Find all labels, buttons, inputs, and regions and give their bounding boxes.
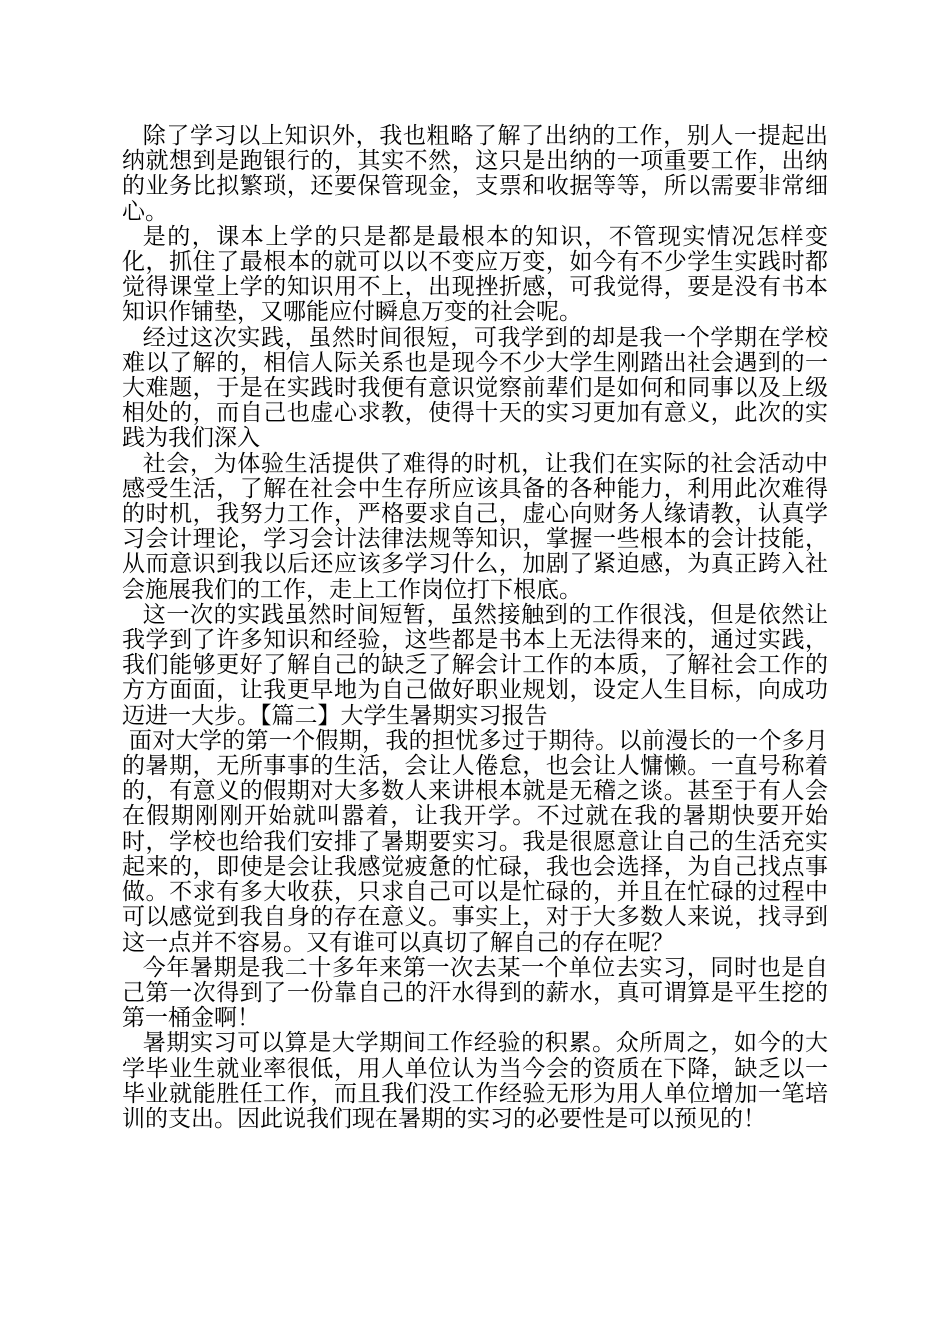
paragraph-practice-summary: 这一次的实践虽然时间短暂，虽然接触到的工作很浅，但是依然让我学到了许多知识和经验，这些都是书本上无法得来的，通过实践，我们能够更好了解自己的缺乏了解会计工作的本质，了解社会工作的方方面面，让我更早地为自己做好职业规划，设定人生目标，向成功迈进一大步。【篇二】大学生暑期实习报告 <box>122 601 828 729</box>
paragraph-first-vacation: 面对大学的第一个假期，我的担忧多过于期待。以前漫长的一个多月的暑期，无所事事的生活，会让人倦怠，也会让人慵懒。一直号称着的，有意义的假期对大多数人来讲根本就是无稽之谈。甚至于有人会在假期刚刚开始就叫嚣着，让我开学。不过就在我的暑期快要开始时，学校也给我们安排了暑期要实习。我是很愿意让自己的生活充实起来的，即使是会让我感觉疲惫的忙碌，我也会选择，为自己找点事做。不求有多大收获，只求自己可以是忙碌的，并且在忙碌的过程中可以感觉到我自身的存在意义。事实上，对于大多数人来说，找寻到这一点并不容易。又有谁可以真切了解自己的存在呢？ <box>122 727 828 956</box>
paragraph-first-salary: 今年暑期是我二十多年来第一次去某一个单位去实习，同时也是自己第一次得到了一份靠自己的汗水得到的薪水，真可谓算是平生挖的第一桶金啊！ <box>122 954 828 1032</box>
paragraph-society-experience: 社会，为体验生活提供了难得的时机，让我们在实际的社会活动中感受生活，了解在社会中生存所应该具备的各种能力，利用此次难得的时机，我努力工作，严格要求自己，虚心向财务人缘请教，认真学习会计理论，学习会计法律法规等知识，掌握一些根本的会计技能，从而意识到我以后还应该多学习什么，加剧了紧迫感，为真正跨入社会施展我们的工作，走上工作岗位打下根底。 <box>122 450 828 603</box>
paragraph-internship-necessity: 暑期实习可以算是大学期间工作经验的积累。众所周之，如今的大学毕业生就业率很低，用人单位认为当今会的资质在下降，缺乏以一毕业就能胜任工作，而且我们没工作经验无形为用人单位增加一笔培训的支出。因此说我们现在暑期的实习的必要性是可以预见的！ <box>122 1030 828 1132</box>
paragraph-interpersonal: 经过这次实践，虽然时间很短，可我学到的却是我一个学期在学校难以了解的，相信人际关系也是现今不少大学生刚踏出社会遇到的一大难题，于是在实践时我便有意识觉察前辈们是如何和同事以及上级相处的，而自己也虚心求教，使得十天的实习更加有意义，此次的实践为我们深入 <box>122 324 828 452</box>
paragraph-cashier-work: 除了学习以上知识外，我也粗略了解了出纳的工作，别人一提起出纳就想到是跑银行的，其实不然，这只是出纳的一项重要工作，出纳的业务比拟繁琐，还要保管现金，支票和收据等等，所以需要非常细心。 <box>122 123 828 225</box>
paragraph-textbook-knowledge: 是的，课本上学的只是都是最根本的知识，不管现实情况怎样变化，抓住了最根本的就可以以不变应万变，如今有不少学生实践时都觉得课堂上学的知识用不上，出现挫折感，可我觉得，要是没有书本知识作铺垫，又哪能应付瞬息万变的社会呢。 <box>122 223 828 326</box>
document-page <box>122 124 828 1132</box>
